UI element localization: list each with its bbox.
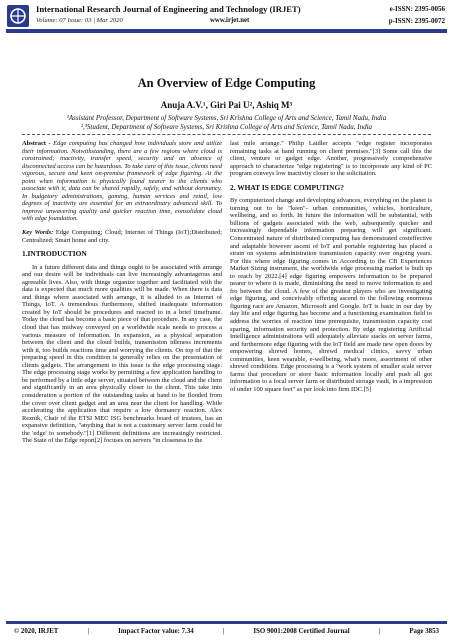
affiliation-2: ²,³Student, Department of Software Systems, Sri Krishna College of Arts and Science, Tamil Nadu, India xyxy=(80,123,373,131)
right-column xyxy=(230,140,432,400)
irjet-logo-icon xyxy=(6,4,30,28)
page-footer xyxy=(14,628,439,635)
footer-iso: ISO 9001:2008 Certified Journal xyxy=(253,628,350,635)
p-issn: p-ISSN: 2395-0072 xyxy=(388,17,445,25)
left-column xyxy=(22,140,222,451)
journal-header xyxy=(0,0,453,40)
journal-name: International Research Journal of Engineering and Technology (IRJET) xyxy=(36,4,301,14)
footer-separator: | xyxy=(87,628,89,635)
journal-website-link[interactable]: www.irjet.net xyxy=(210,17,250,24)
abstract xyxy=(22,140,222,223)
keywords-text: Edge Computing; Cloud; Internet of Things (IoT);Distributed; Centralized; Smart home and city. xyxy=(22,229,222,244)
paper-title: An Overview of Edge Computing xyxy=(137,76,316,90)
footer-impact-factor: Impact Factor value: 7.34 xyxy=(118,628,194,635)
section-heading-introduction: 1.INTRODUCTION xyxy=(22,249,87,259)
e-issn: e-ISSN: 2395-0056 xyxy=(389,5,445,13)
section2-text: By computerized change and developing advances, everything on the planet is turning out to be "keen"- urban communities, vehicles, horticulture, wellbeing, and so forth. In future the information will be substantial, with billions of gadgets associated with the web, subsequently quicker and increasingly dependable information preparing will get significant. Concentrated nature of distributed computing has demonstrated costeffective and adaptable however ascent of IoT and portable registering has placed a strain on systems administration transmission capacity over ongoing years. For this where edge figuring comes in According to the CB Experiences Market Sizing instrument, the worldwide edge processing market is built up to reach by 2022.[4] edge figuring empowers information to be prepared nearer to where it is made, diminishing the need to move information to and fro between the cloud. A few of the greatest players who are investigating edge figuring, and conceivably offering ascend to the following enormous figuring race are Amazon, Microsoft and Google. IoT is basic in our day by day life and edge figuring has become and a functioning examination field to address the worries of reaction time prerequisite, transmission capacity cost sparing, information security and protection. By edge registering Artificial Intelligence administrations will adequately alleviate stacks on server farms, and furthermore edge figuring with the IoT field are made new open doors by empowering shrewd homes, shrewd medical clinics, savvy urban communities, keen wearable, e-wellbeing, what's more, assortment of other shrewd conditions. Edge processing is a "work system of smaller scale server farms that procedure or store basic information locally and push all got information to a focal server farm or distributed storage vault, in a impression of under 100 square feet" as per look into firm IDC.[5] xyxy=(230,197,432,393)
footer-separator: | xyxy=(378,628,381,635)
footer-separator: | xyxy=(222,628,225,635)
title-divider xyxy=(22,134,431,135)
section-heading-what-is-edge: 2. WHAT IS EDGE COMPUTING? xyxy=(230,182,344,192)
keywords-label: Key Words: xyxy=(22,229,54,237)
affiliation-1: ¹Assistant Professor, Department of Software Systems, Sri Krishna College of Arts and Science, Tamil Nadu, India xyxy=(66,114,387,122)
header-divider xyxy=(6,29,447,33)
footer-divider xyxy=(6,621,447,624)
keywords xyxy=(22,229,222,244)
abstract-label: Abstract - xyxy=(22,140,51,147)
abstract-text: Edge computing has changed how individuals store and utilize their information. Notwithstanding, there are a few regions where cloud is constrained; inactivity, transfer speed, security and an absence of disconnected access can be hazardous. To take care of this issue, clients need vigorous, secure and keen on-premise framework of edge figuring. At the point when information is physically found nearer to the clients who associate with it, data can be shared rapidly, safely, and without dormancy. In budgetary administrations, gaming, human services and retail, low degrees of inactivity are essential for an extraordinary advanced skill. To improve unwavering quality and quicker reaction time, consolidate cloud with edge foundation. xyxy=(22,140,222,223)
introduction-text: In a future different data and things ought to be associated with arrange and our desire will be individuals can live increasingly advantageous and agreeable lives. Also, with things organize together and facilitated with the data is expected that much more qualities will be made. When there is data and things where associated with arrange, it is alluded to as Internet of Things, IoT. A tremendous furthermore, shifted inadequate information created by IoT should be procedures and reacted to in a brief timeframe. Today the cloud has become a basic piece of that procedure. In any case, the cloud that has midway conveyed on a worldwide scale needs to process a various measure of information. In expansion, as a physical separation between the client and the cloud builds, transmission idleness increments with it, too builds reactions time and worrying the clients. On top of that the preparing speed in this condition is generally relies on the presentation of clients gadgets. The arrangement to this issue is the edge processing stage. The edge processing stage works by permitting a few application handling to be performed by a little edge server, situated between the cloud and the client and significantly in an area physically closer to the client. This take into consideration a portion of the outstanding tasks at hand to be flooded from the cover over client gadget and an area near the client for handling. While accelerating the application that require a low dormancy reaction. Alex Reznik, Chair of the ETSI MEC ISG benchmarks board of trustees, has an expansive definition, "anything that is not a customary server farm could be the 'edge' to somebody."[1] Different definitions are increasingly restricted. The State of the Edge report[2] focuses on servers "in closeness to the xyxy=(22,263,222,445)
footer-copyright: © 2020, IRJET xyxy=(14,628,59,635)
paper-authors: Anuja A.V.¹, Giri Pai U², Ashiq M³ xyxy=(160,100,293,110)
footer-page-number: Page 3853 xyxy=(409,628,439,635)
introduction-continued: last mile arrange." Philip Laidler accepts "edge register incorporates remaining tasks at hand running on client premises."[3] Some call this the client, venture or gadget edge. Another, progressively comprehensive approach to characterize "edge registering" is to incorporate any kind of PC program conveys low inactivity closer to the solicitation. xyxy=(230,140,432,178)
volume-issue: Volume: 07 Issue: 03 | Mar 2020 xyxy=(36,17,123,24)
